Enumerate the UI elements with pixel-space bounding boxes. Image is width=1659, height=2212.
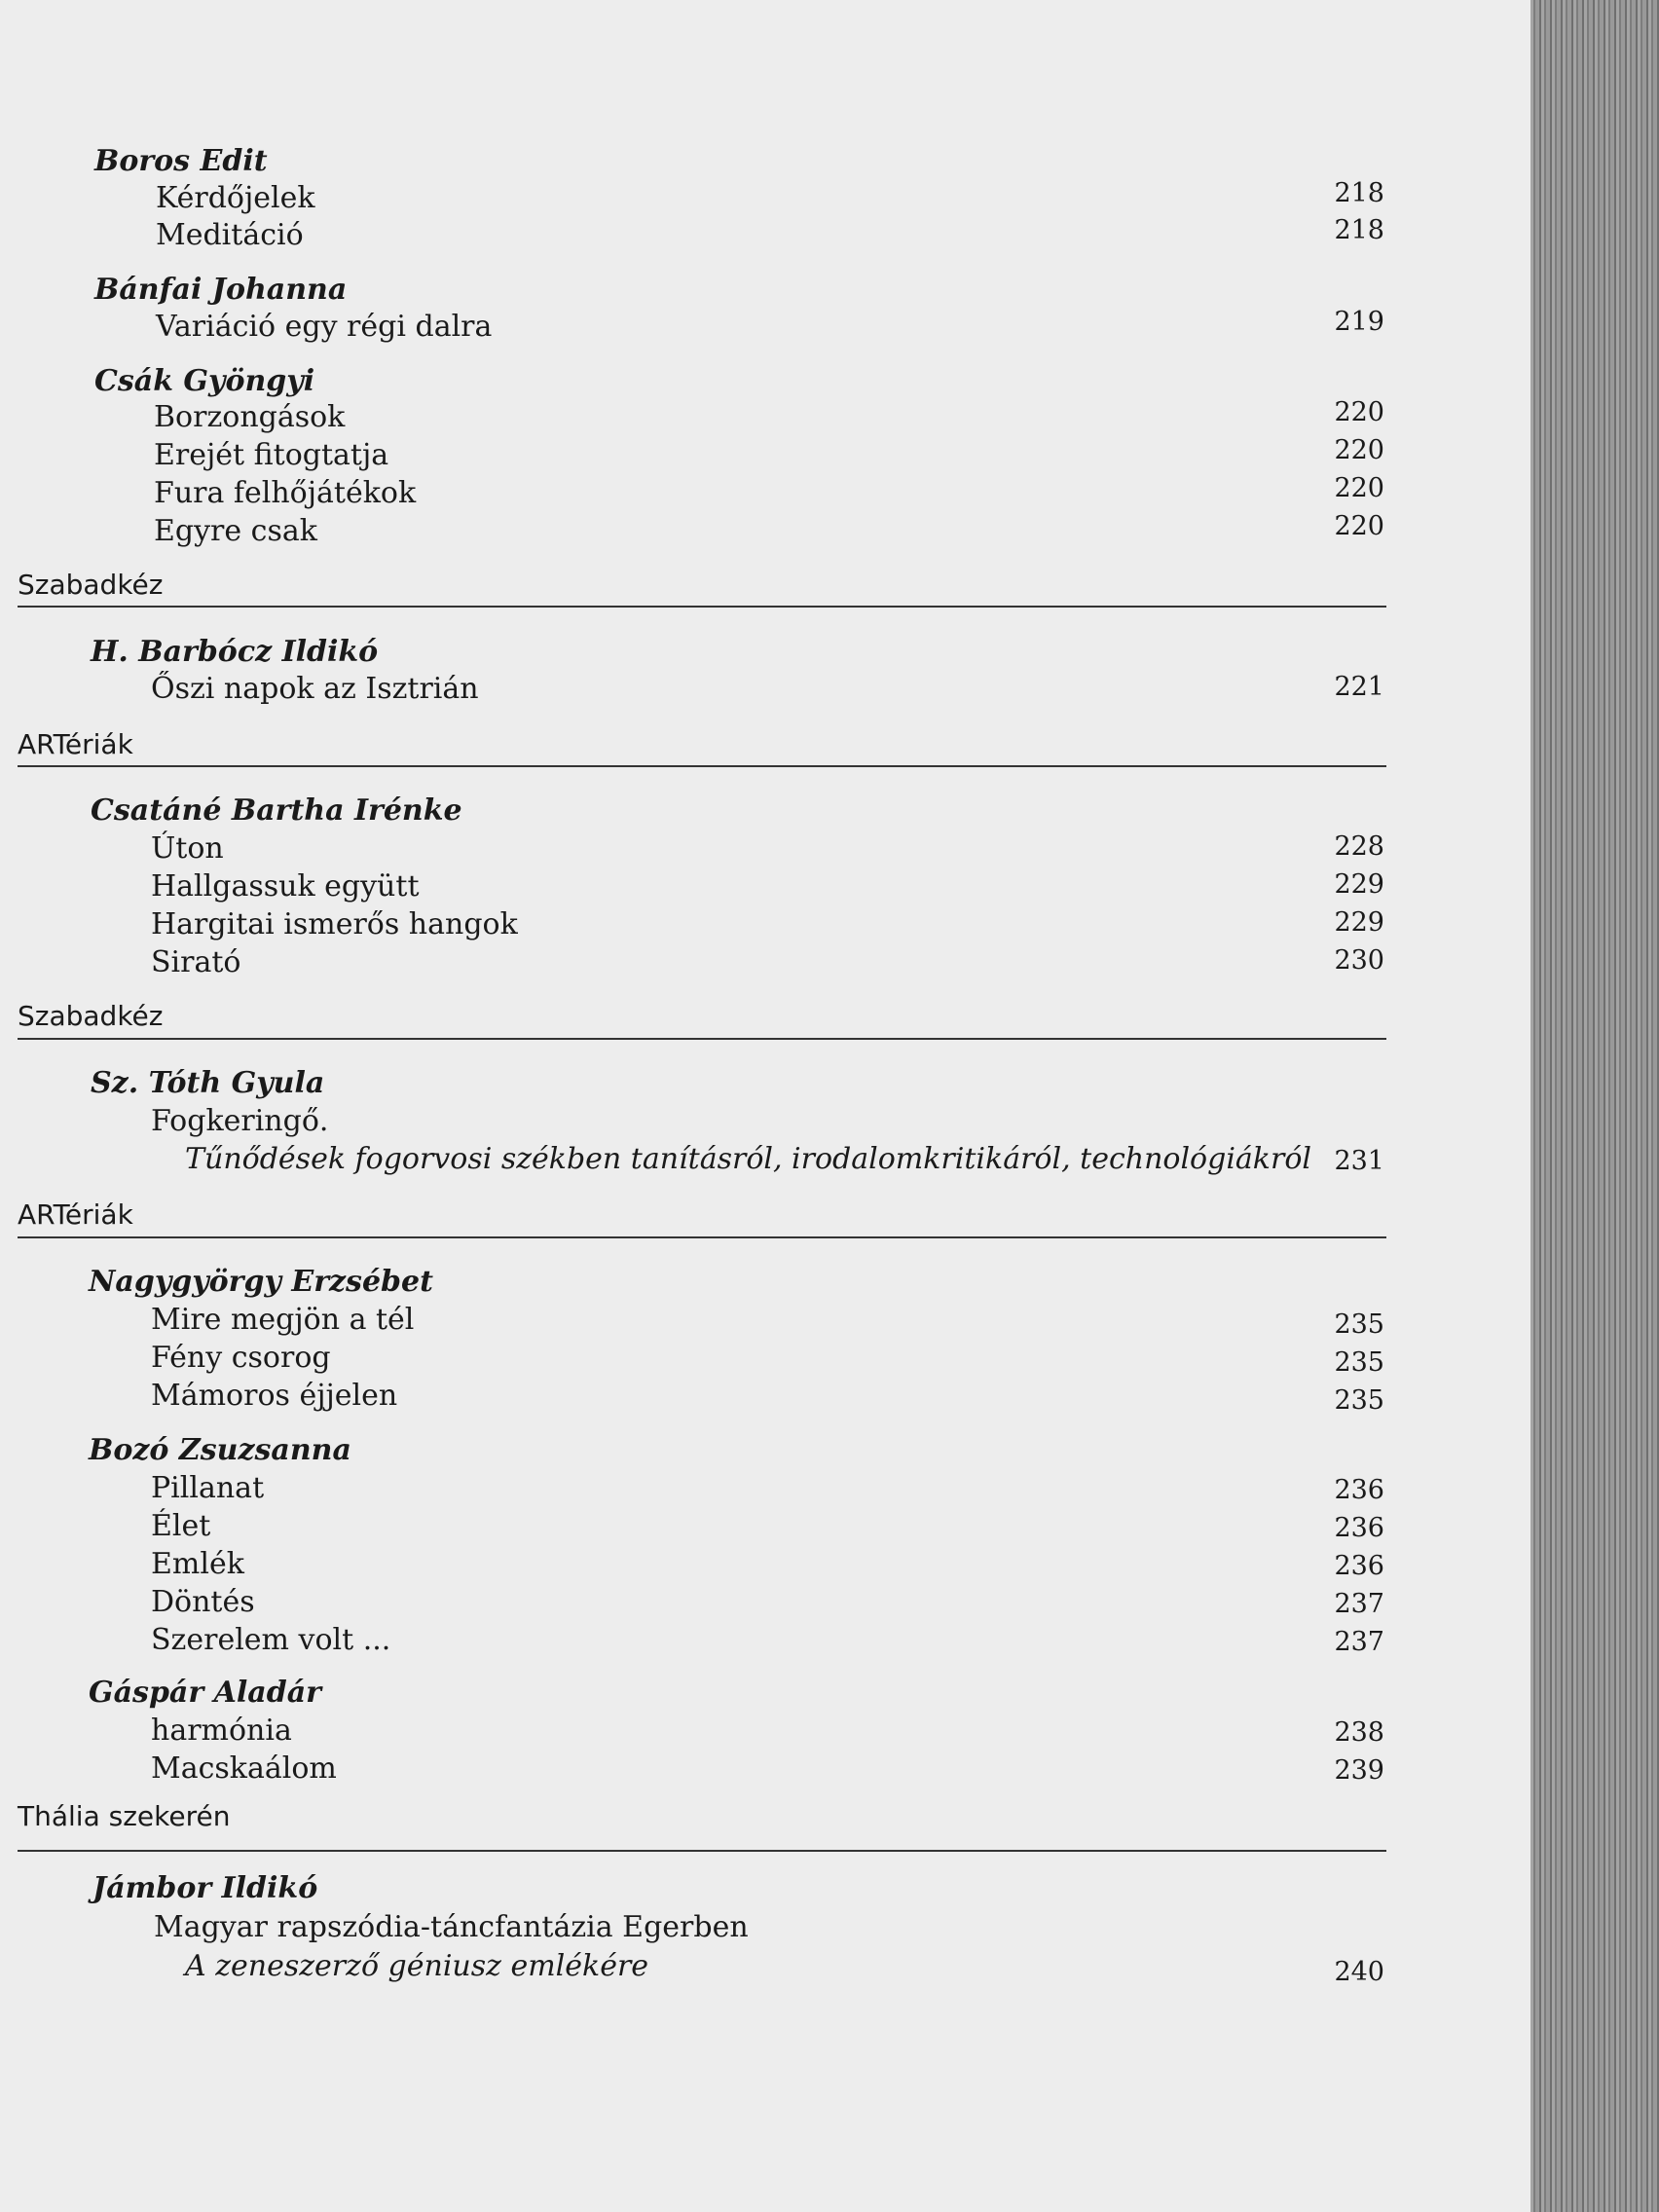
toc-author: Boros Edit xyxy=(94,144,268,178)
toc-page-number: 218 xyxy=(1334,178,1384,208)
section-rule xyxy=(18,1850,1386,1852)
toc-page-number: 228 xyxy=(1334,831,1384,862)
toc-title: Egyre csak xyxy=(154,514,317,548)
toc-title: Erejét fitogtatja xyxy=(154,438,389,472)
toc-page-number: 236 xyxy=(1334,1475,1384,1505)
toc-title: Variáció egy régi dalra xyxy=(156,310,493,344)
section-rule xyxy=(18,606,1386,608)
toc-page-number: 240 xyxy=(1334,1957,1384,1987)
toc-page-number: 220 xyxy=(1334,397,1384,427)
toc-page-number: 235 xyxy=(1334,1309,1384,1340)
toc-title: Élet xyxy=(151,1509,211,1543)
toc-title: Hallgassuk együtt xyxy=(151,869,420,903)
toc-title: Fény csorog xyxy=(151,1341,331,1375)
toc-author: Nagygyörgy Erzsébet xyxy=(89,1265,433,1299)
toc-page-number: 229 xyxy=(1334,907,1384,938)
toc-title: Kérdőjelek xyxy=(156,181,315,215)
section-heading: Szabadkéz xyxy=(18,569,164,601)
page-edge-texture xyxy=(1530,0,1659,2212)
toc-title: Fogkeringő. xyxy=(151,1104,329,1138)
toc-title: Macskaálom xyxy=(151,1751,337,1786)
toc-page-number: 220 xyxy=(1334,473,1384,503)
toc-page-number: 220 xyxy=(1334,511,1384,541)
toc-author: Jámbor Ildikó xyxy=(92,1871,318,1905)
toc-title: Szerelem volt ... xyxy=(151,1623,391,1657)
toc-author: Sz. Tóth Gyula xyxy=(91,1066,325,1100)
toc-title: Fura felhőjátékok xyxy=(154,476,417,510)
toc-title: Pillanat xyxy=(151,1471,265,1505)
toc-author: H. Barbócz Ildikó xyxy=(91,635,379,669)
toc-title: Hargitai ismerős hangok xyxy=(151,907,518,941)
toc-page-number: 231 xyxy=(1334,1146,1384,1176)
toc-page-number: 239 xyxy=(1334,1755,1384,1786)
section-heading: ARTériák xyxy=(18,1198,133,1231)
toc-page-number: 237 xyxy=(1334,1627,1384,1657)
toc-page-number: 235 xyxy=(1334,1385,1384,1416)
toc-page-number: 219 xyxy=(1334,307,1384,337)
toc-title: harmónia xyxy=(151,1714,292,1748)
toc-page-number: 238 xyxy=(1334,1717,1384,1748)
toc-page-number: 229 xyxy=(1334,869,1384,900)
toc-title: Meditáció xyxy=(156,218,304,252)
toc-subtitle: A zeneszerző géniusz emlékére xyxy=(185,1949,649,1983)
toc-page-number: 218 xyxy=(1334,215,1384,245)
toc-title: Úton xyxy=(151,831,224,866)
toc-page-number: 235 xyxy=(1334,1347,1384,1378)
toc-author: Gáspár Aladár xyxy=(89,1676,321,1710)
toc-author: Bánfai Johanna xyxy=(94,273,348,307)
toc-title: Őszi napok az Isztrián xyxy=(151,672,479,706)
toc-page-number: 230 xyxy=(1334,945,1384,976)
toc-title: Emlék xyxy=(151,1547,244,1581)
toc-title: Sirató xyxy=(151,945,241,979)
section-heading: Thália szekerén xyxy=(18,1800,231,1832)
toc-page-number: 236 xyxy=(1334,1551,1384,1581)
section-rule xyxy=(18,1236,1386,1238)
toc-title: Mire megjön a tél xyxy=(151,1303,415,1337)
toc-title: Döntés xyxy=(151,1585,255,1619)
toc-title: Mámoros éjjelen xyxy=(151,1379,398,1413)
toc-title: Borzongások xyxy=(154,400,346,434)
section-rule xyxy=(18,765,1386,767)
toc-subtitle: Tűnődések fogorvosi székben tanításról, irodalomkritikáról, technológiákról xyxy=(185,1142,1311,1176)
section-rule xyxy=(18,1038,1386,1040)
section-heading: Szabadkéz xyxy=(18,1000,164,1032)
toc-page-number: 221 xyxy=(1334,672,1384,702)
toc-page-number: 237 xyxy=(1334,1589,1384,1619)
toc-author: Csatáné Bartha Irénke xyxy=(91,793,462,828)
toc-author: Csák Gyöngyi xyxy=(94,364,315,398)
toc-page-number: 220 xyxy=(1334,435,1384,465)
toc-title: Magyar rapszódia-táncfantázia Egerben xyxy=(154,1910,749,1944)
section-heading: ARTériák xyxy=(18,728,133,760)
toc-author: Bozó Zsuzsanna xyxy=(89,1433,351,1467)
toc-page-number: 236 xyxy=(1334,1513,1384,1543)
